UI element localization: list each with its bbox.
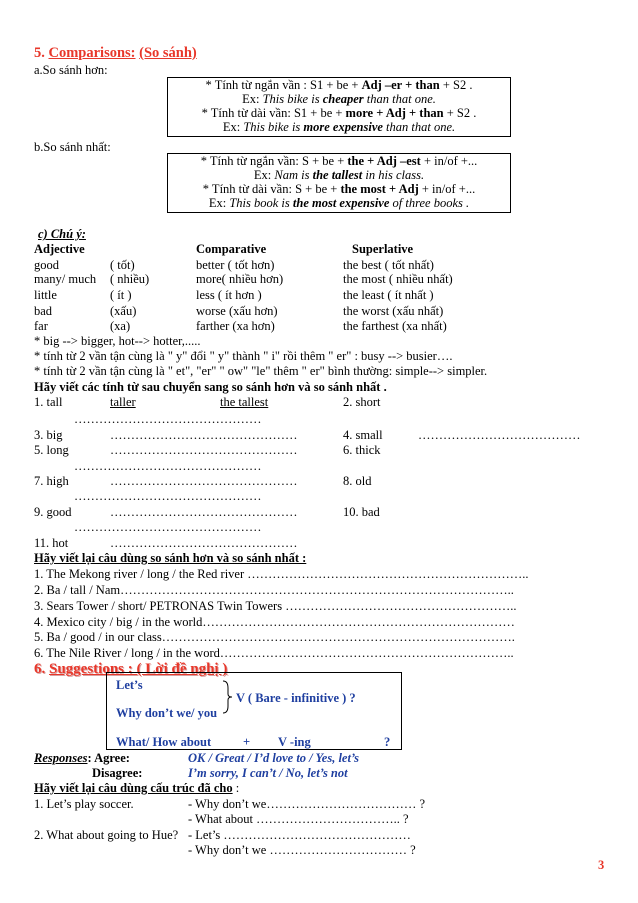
rule-line: * tính từ 2 vần tận cùng là " y" đổi " y" thành " i" rồi thêm " er" : busy --> busier…. [34, 349, 453, 363]
table-cell: (xấu) [110, 304, 137, 318]
table-cell: ( nhiều) [110, 272, 150, 286]
exercise-answer: taller [110, 395, 136, 409]
exercise-item: 1. tall [34, 395, 63, 409]
exercise-item: 7. high [34, 474, 69, 488]
page-number: 3 [598, 858, 605, 872]
table-header-comparative: Comparative [196, 242, 267, 256]
exercise-sentence: 6. The Nile River / long / in the word…………………………………………………………….. [34, 646, 514, 660]
exercise-response: - Why don’t we …………………………… ? [188, 843, 416, 857]
exercise-item: 11. hot [34, 536, 69, 550]
section-5-heading [34, 46, 197, 60]
table-cell: (xa) [110, 319, 131, 333]
answer-blank: ……………………………………… [110, 505, 298, 519]
section-title: Suggestions : ( Lời đề nghị ) [49, 661, 228, 677]
exercise-prompt: 2. What about going to Hue? [34, 828, 179, 842]
table-cell: little [34, 288, 57, 302]
example-line: Ex: This bike is more expensive than that one. [222, 120, 456, 134]
why-dont-label: Why don’t we/ you [116, 706, 218, 720]
superlative-label: b.So sánh nhất: [34, 140, 111, 154]
exercise-item: 6. thick [343, 443, 381, 457]
table-cell: the worst (xấu nhất) [343, 304, 444, 318]
answer-blank: ……………………………………… [74, 412, 262, 426]
responses-agree-row [34, 751, 130, 765]
plus-sign: + [243, 735, 251, 749]
exercise-response: - What about …………………………….. ? [188, 812, 409, 826]
table-cell: better ( tốt hơn) [196, 258, 275, 272]
exercise-1-title: Hãy viết các tính từ sau chuyển sang so sánh hơn và so sánh nhất . [34, 380, 387, 394]
bare-infinitive-label: V ( Bare - infinitive ) ? [236, 691, 356, 705]
exercise-2-title: Hãy viết lại câu dùng so sánh hơn và so sánh nhất : [34, 551, 307, 565]
formula-line: * Tính từ ngắn vần : S1 + be + Adj –er + than + S2 . [205, 78, 473, 92]
table-cell: the farthest (xa nhất) [343, 319, 447, 333]
table-cell: bad [34, 304, 53, 318]
section-number: 6. [34, 661, 46, 677]
table-header-adjective: Adjective [34, 242, 85, 256]
brace-icon [222, 680, 232, 714]
example-line: Ex: Nam is the tallest in his class. [253, 168, 425, 182]
exercise-response: - Why don’t we……………………………… ? [188, 797, 426, 811]
exercise-item: 3. big [34, 428, 63, 442]
rule-line: * big --> bigger, hot--> hotter,..... [34, 334, 201, 348]
exercise-answer: the tallest [220, 395, 269, 409]
table-cell: farther (xa hơn) [196, 319, 275, 333]
formula-line: * Tính từ ngắn vần: S + be + the + Adj –est + in/of +... [200, 154, 478, 168]
table-cell: less ( ít hơn ) [196, 288, 262, 302]
title-colon: : [232, 781, 240, 795]
table-cell: ( tốt) [110, 258, 135, 272]
comparative-formula-box [167, 77, 511, 137]
v-ing-label: V -ing [278, 735, 311, 749]
exercise-sentence: 5. Ba / good / in our class…………………………………………………………………………. [34, 630, 515, 644]
table-cell: more( nhiều hơn) [196, 272, 284, 286]
exercise-sentence: 3. Sears Tower / short/ PETRONAS Twin Towers ……………………………………………….. [34, 599, 517, 613]
exercise-item: 4. small [343, 428, 383, 442]
exercise-sentence: 4. Mexico city / big / in the world………………………………………………………………… [34, 615, 515, 629]
exercise-item: 5. long [34, 443, 69, 457]
what-about-label: What/ How about [116, 735, 212, 749]
agree-phrases: OK / Great / I’d love to / Yes, let’s [188, 751, 360, 765]
exercise-3-title: Hãy viết lại câu dùng cấu trúc đã cho [34, 781, 233, 795]
superlative-formula-box [167, 153, 511, 213]
answer-blank: ……………………………………… [74, 459, 262, 473]
section-number: 5. [34, 45, 45, 61]
section-subtitle: (So sánh) [139, 45, 197, 61]
table-cell: the most ( nhiều nhất) [343, 272, 453, 286]
exercise-prompt: 1. Let’s play soccer. [34, 797, 134, 811]
table-cell: ( ít ) [110, 288, 132, 302]
responses-label: Responses [34, 751, 88, 765]
table-cell: worse (xấu hơn) [196, 304, 278, 318]
exercise-response: - Let’s ……………………………………… [188, 828, 411, 842]
table-cell: good [34, 258, 59, 272]
table-cell: the least ( ít nhất ) [343, 288, 434, 302]
exercise-item: 8. old [343, 474, 372, 488]
table-cell: the best ( tốt nhất) [343, 258, 434, 272]
formula-line: * Tính từ dài vần: S1 + be + more + Adj + than + S2 . [201, 106, 477, 120]
agree-label: : Agree: [87, 751, 130, 765]
exercise-3-title-row [34, 781, 239, 795]
answer-blank: ……………………………………… [110, 428, 298, 442]
note-title: c) Chú ý: [38, 227, 86, 241]
answer-blank: ……………………………………… [74, 520, 262, 534]
answer-blank: ……………………………………… [110, 536, 298, 550]
answer-blank: ……………………………………… [110, 474, 298, 488]
example-line: Ex: This bike is cheaper than that one. [242, 92, 436, 106]
section-title: Comparisons: [48, 45, 136, 61]
table-cell: many/ much [34, 272, 97, 286]
exercise-item: 9. good [34, 505, 72, 519]
table-cell: far [34, 319, 48, 333]
answer-blank: ………………………………… [418, 428, 581, 442]
formula-line: * Tính từ dài vần: S + be + the most + Adj + in/of +... [202, 182, 476, 196]
exercise-item: 10. bad [343, 505, 380, 519]
exercise-sentence: 1. The Mekong river / long / the Red river ………………………………………………………….. [34, 567, 529, 581]
example-line: Ex: This book is the most expensive of three books . [208, 196, 470, 210]
answer-blank: ……………………………………… [74, 489, 262, 503]
lets-label: Let’s [116, 678, 143, 692]
disagree-phrases: I’m sorry, I can’t / No, let’s not [188, 766, 348, 780]
question-mark: ? [384, 735, 391, 749]
table-header-superlative: Superlative [352, 242, 414, 256]
answer-blank: ……………………………………… [110, 443, 298, 457]
rule-line: * tính từ 2 vần tận cùng là " et", "er" " ow" "le" thêm " er" bình thường: simple--> simpler. [34, 364, 488, 378]
exercise-sentence: 2. Ba / tall / Nam………………………………………………………………………………….. [34, 583, 514, 597]
disagree-label: Disagree: [92, 766, 143, 780]
comparative-label: a.So sánh hơn: [34, 63, 108, 77]
exercise-item: 2. short [343, 395, 381, 409]
